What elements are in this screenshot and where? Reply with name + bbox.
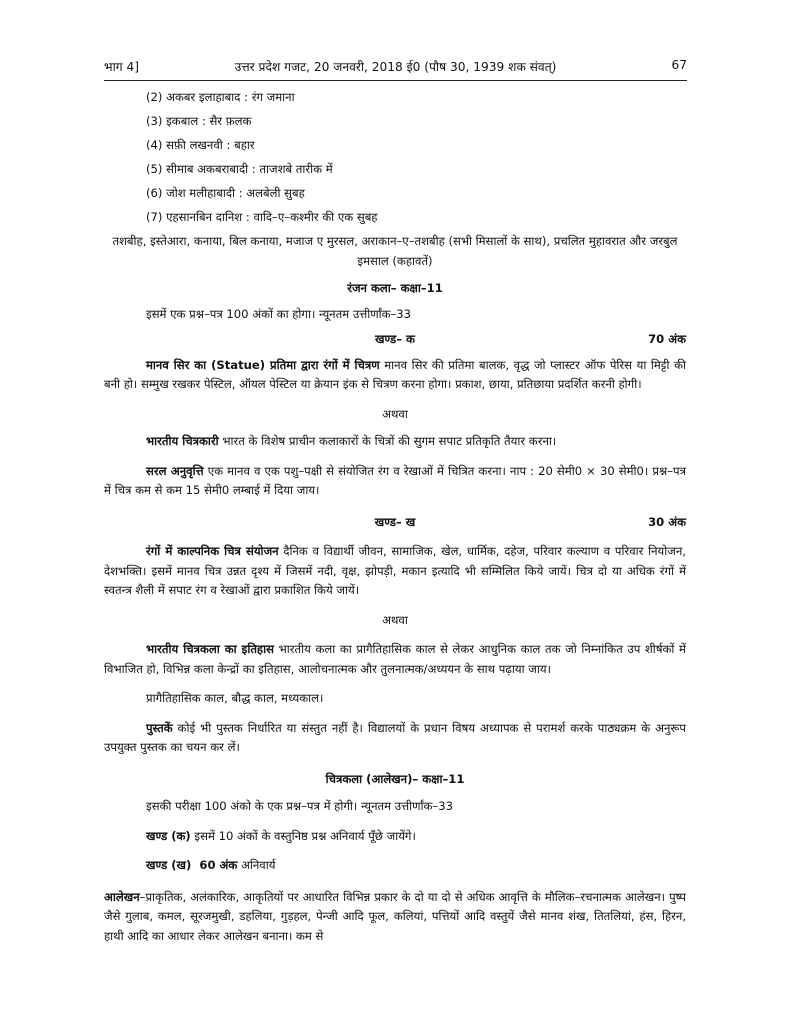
itihas-text: भारतीय कला का प्रागैतिहासिक काल से लेकर आधुनिक काल तक जो निम्नांकित उप शीर्षकों में विभाजित हो, विभिन्न कला केन्द्रों का इतिहास, आलोचनात्मक और तुलनात्मक/अध्ययन के साथ पढ़ाया जाय।	[104, 642, 686, 676]
poet-item: (4) सफ़ी लखनवी : बहार	[146, 138, 255, 152]
gazette-title: उत्तर प्रदेश गजट, 20 जनवरी, 2018 ई0 (पौष 30, 1939 शक संवत्)	[234, 60, 557, 74]
kalpanik-paragraph	[104, 542, 686, 601]
saral-text: एक मानव व एक पशु–पक्षी से संयोजित रंग व रेखाओं में चित्रित करना। नाप : 20 सेमी0 × 30 सेमी0। प्रश्न–पत्र में चित्र कम से कम 15 सेमी0 लम्बाई में दिया जाय।	[104, 463, 686, 497]
section-kha-title: खण्ड– ख	[374, 514, 416, 529]
bharatiya-chitrakari-paragraph	[104, 432, 686, 452]
saral-term: सरल अनुवृत्ति	[146, 463, 204, 478]
alekhan-paragraph	[104, 888, 686, 947]
itihas-term: भारतीय चित्रकला का इतिहास	[146, 642, 274, 656]
alekhan-khand-ka-term: खण्ड (क)	[146, 828, 191, 843]
section-kha-heading	[104, 513, 686, 533]
athva-2: अथवा	[382, 612, 408, 627]
alekhan-term: आलेखन	[104, 889, 140, 904]
alekhan-khand-ka	[104, 827, 686, 847]
poet-item: (3) इकबाल : सैर फ़लक	[146, 114, 252, 128]
page-content	[104, 88, 686, 946]
books-paragraph	[104, 719, 686, 758]
alekhan-khand-kha	[104, 856, 686, 876]
alekhan-khand-ka-text: इसमें 10 अंकों के वस्तुनिष्ठ प्रश्न अनिवार्य पूँछे जायेंगे।	[190, 828, 416, 843]
itihas-paragraph	[104, 640, 686, 679]
section-ka-title: खण्ड– क	[375, 332, 415, 346]
alekhan-khand-kha-term: खण्ड (ख) 60 अंक	[146, 858, 238, 872]
poet-item: (7) एहसानबिन दानिश : वादि–ए–कश्मीर की एक सुबह	[146, 210, 378, 224]
alekhan-intro: इसकी परीक्षा 100 अंको के एक प्रश्न–पत्र में होगी। न्यूनतम उत्तीर्णांक–33	[146, 799, 453, 813]
section-ka-heading	[104, 330, 686, 350]
alekhan-heading: चित्रकला (आलेखन)– कक्षा–11	[325, 771, 465, 786]
alekhan-text: –प्राकृतिक, अलंकारिक, आकृतियों पर आधारित विभिन्न प्रकार के दो या दो से अधिक आवृत्ति के मौलिक–रचनात्मक आलेखन। पुष्प जैसे गुलाब, कमल, सूरजमुखी, डहलिया, गुड़हल, पेन्जी आदि फूल, कलियां, पत्तियों आदि वस्तुयें जैसे मानव शंख, तितलियां, हंस, हिरन, हाथी आदि का आधार लेकर आलेखन बनाना। कम से	[104, 889, 686, 943]
bharatiya-chitrakari-term: भारतीय चित्रकारी	[146, 434, 219, 448]
periods-text: प्रागैतिहासिक काल, बौद्ध काल, मध्यकाल।	[146, 691, 324, 705]
part-label: भाग 4]	[104, 60, 139, 74]
books-text: कोई भी पुस्तक निर्धारित या संस्तुत नहीं है। विद्यालयों के प्रधान विषय अध्यापक से परामर्श करके पाठ्यक्रम के अनुरूप उपयुक्त पुस्तक का चयन कर लें।	[104, 720, 686, 754]
statue-text: मानव सिर की प्रतिमा बालक, वृद्ध जो प्लास्टर ऑफ पेरिस या मिट्टी की बनी हो। सम्मुख रखकर पेस्टिल, ऑयल पेस्टिल या क्रेयान इंक से चित्रण करना होगा। प्रकाश, छाया, प्रतिछाया प्रदर्शित करनी होगी।	[104, 357, 686, 391]
section-ka-marks: 70 अंक	[648, 332, 686, 346]
kalpanik-text: दैनिक व विद्यार्थी जीवन, सामाजिक, खेल, धार्मिक, दहेज, परिवार कल्याण व परिवार नियोजन, देशभक्ति। इसमें मानव चित्र उन्नत दृश्य में जिसमें नदी, वृक्ष, झोपड़ी, मकान इत्यादि भी सम्मिलित किये जायें। चित्र दो या अधिक रंगों में स्वतन्त्र शैली में सपाट रंग व रेखाओं द्वारा प्रकाशित किये जायें।	[104, 544, 686, 597]
athva-1: अथवा	[382, 406, 408, 421]
figures-of-speech-text: तशबीह, इस्तेआरा, कनाया, बिल कनाया, मजाज ए मुरसल, अराकान–ए–तशबीह (सभी मिसालों के साथ), प्रचलित मुहावरात और जरबुल इमसाल (कहावतें)	[112, 234, 678, 268]
kalpanik-term: रंगों में काल्पनिक चित्र संयोजन	[146, 544, 279, 558]
page-header	[104, 58, 687, 78]
statue-paragraph	[104, 356, 686, 395]
statue-term: मानव सिर का (Statue) प्रतिमा द्वारा रंगों में चित्रण	[146, 357, 380, 372]
poet-item: (6) जोश मलीहाबादी : अलबेली सुबह	[146, 186, 305, 200]
ranjan-kala-heading: रंजन कला– कक्षा–11	[347, 281, 443, 295]
page-number: 67	[671, 58, 687, 72]
ranjan-intro: इसमें एक प्रश्न–पत्र 100 अंकों का होगा। न्यूनतम उत्तीर्णांक–33	[146, 306, 412, 321]
section-kha-marks: 30 अंक	[648, 514, 686, 529]
books-term: पुस्तकें	[146, 720, 173, 735]
alekhan-khand-kha-text: अनिवार्य	[237, 858, 276, 872]
poet-item: (5) सीमाब अकबराबादी : ताजशबे तारीक में	[146, 162, 333, 176]
saral-paragraph	[104, 462, 686, 501]
poet-item: (2) अकबर इलाहाबाद : रंग जमाना	[146, 90, 295, 104]
bharatiya-chitrakari-text: भारत के विशेष प्राचीन कलाकारों के चित्रों की सुगम सपाट प्रतिकृति तैयार करना।	[218, 434, 557, 448]
header-rule	[104, 80, 687, 81]
